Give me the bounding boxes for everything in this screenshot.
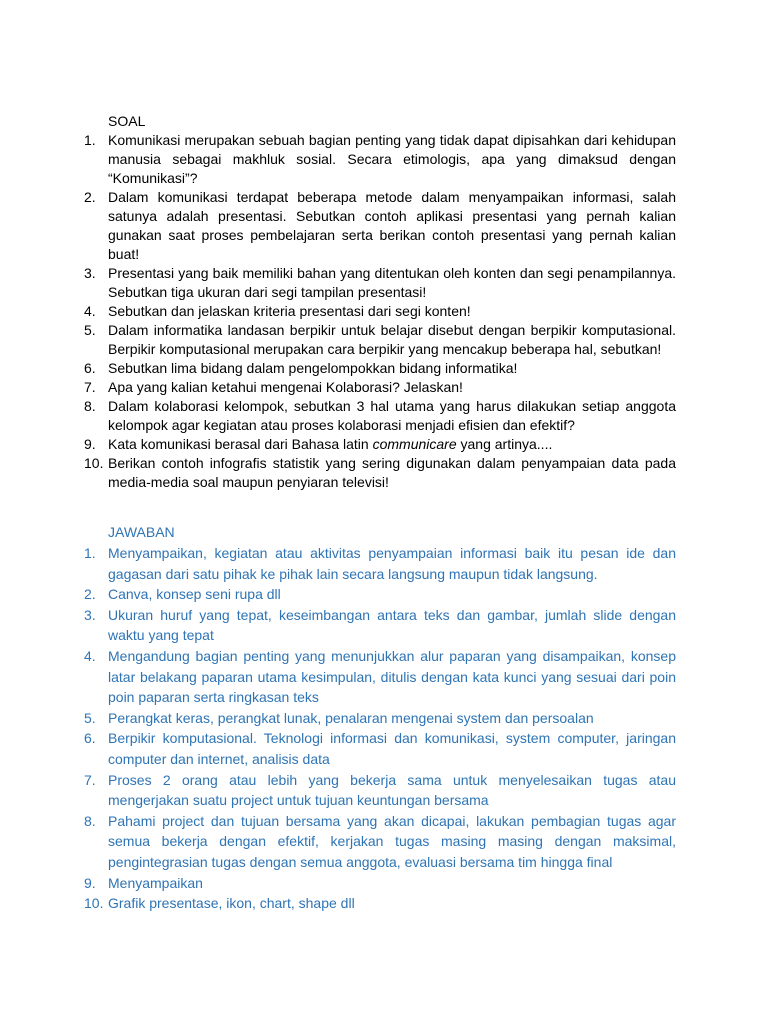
question-number: 2.	[84, 189, 96, 205]
questions-heading: SOAL	[108, 113, 146, 129]
answers-heading: JAWABAN	[108, 524, 175, 540]
question-number: 8.	[84, 398, 96, 414]
answer-text: Perangkat keras, perangkat lunak, penalaran mengenai system dan persoalan	[108, 709, 594, 726]
question-item	[84, 378, 676, 397]
question-text: Sebutkan lima bidang dalam pengelompokkan bidang informatika!	[108, 360, 518, 376]
question-item	[84, 359, 676, 378]
answer-text: Proses 2 orang atau lebih yang bekerja sama untuk menyelesaikan tugas atau mengerjakan suatu project untuk tujuan keuntungan bersama	[108, 771, 676, 809]
answer-text: Berpikir komputasional. Teknologi informasi dan komunikasi, system computer, jaringan computer dan internet, analisis data	[108, 730, 676, 767]
question-text: Dalam komunikasi terdapat beberapa metode dalam menyampaikan informasi, salah satunya adalah presentasi. Sebutkan contoh aplikasi presentasi yang pernah kalian gunakan saat proses pembelajaran serta berikan contoh presentasi yang pernah kalian buat!	[108, 189, 676, 262]
answer-number: 5.	[84, 709, 96, 726]
question-number: 6.	[84, 360, 96, 376]
question-item	[84, 188, 676, 264]
answer-number: 6.	[84, 730, 96, 747]
questions-list	[84, 131, 676, 492]
answer-number: 7.	[84, 771, 96, 788]
question-item	[84, 131, 676, 188]
question-number: 3.	[84, 265, 96, 281]
question-number: 1.	[84, 132, 96, 148]
question-item	[84, 321, 676, 359]
answer-number: 10.	[84, 895, 104, 912]
question-text: Berikan contoh infografis statistik yang sering digunakan dalam penyampaian data pada media-media soal maupun penyiaran televisi!	[108, 455, 676, 490]
answers-list	[84, 543, 676, 914]
question-number: 10.	[84, 455, 104, 471]
question-text: Komunikasi merupakan sebuah bagian penting yang tidak dapat dipisahkan dari kehidupan manusia sebagai makhluk sosial. Secara etimologis, apa yang dimaksud dengan “Komunikasi”?	[108, 132, 676, 186]
answer-item	[84, 873, 676, 894]
answer-number: 4.	[84, 647, 96, 664]
answer-text: Pahami project dan tujuan bersama yang akan dicapai, lakukan pembagian tugas agar semua bekerja dengan efektif, kerjakan tugas masing masing dengan maksimal, pengintegrasian tugas dengan semua anggota, evaluasi bersama tim hingga final	[108, 812, 676, 870]
answer-item	[84, 605, 676, 646]
answer-item	[84, 811, 676, 873]
question-text-italic: communicare	[372, 436, 457, 452]
question-text-after: yang artinya....	[456, 436, 553, 452]
answer-item	[84, 543, 676, 584]
questions-section	[84, 112, 676, 492]
answer-text: Grafik presentase, ikon, chart, shape dll	[108, 895, 355, 912]
question-item	[84, 435, 676, 454]
answer-number: 1.	[84, 545, 96, 561]
answers-section	[84, 522, 676, 914]
answer-text: Canva, konsep seni rupa dll	[108, 586, 281, 603]
answer-number: 9.	[84, 874, 96, 891]
question-number: 7.	[84, 379, 96, 395]
question-item	[84, 397, 676, 435]
answer-text: Ukuran huruf yang tepat, keseimbangan antara teks dan gambar, jumlah slide dengan waktu yang tepat	[108, 606, 676, 644]
answer-item	[84, 646, 676, 708]
answer-text: Menyampaikan	[108, 874, 203, 891]
answer-number: 2.	[84, 586, 96, 603]
question-text: Presentasi yang baik memiliki bahan yang ditentukan oleh konten dan segi penampilannya. Sebutkan tiga ukuran dari segi tampilan presentasi!	[108, 265, 676, 300]
answer-item	[84, 728, 676, 769]
question-text: Apa yang kalian ketahui mengenai Kolaborasi? Jelaskan!	[108, 379, 463, 395]
answer-text: Mengandung bagian penting yang menunjukkan alur paparan yang disampaikan, konsep latar belakang paparan utama kesimpulan, ditulis dengan kata kunci yang sesuai dari poin poin paparan serta ringkasan teks	[108, 647, 676, 706]
answer-item	[84, 584, 676, 605]
answer-text: Menyampaikan, kegiatan atau aktivitas penyampaian informasi baik itu pesan ide dan gagasan dari satu pihak ke pihak lain secara langsung maupun tidak langsung.	[108, 545, 676, 582]
question-number: 5.	[84, 322, 96, 338]
answer-item	[84, 770, 676, 811]
answer-item	[84, 893, 676, 914]
question-item	[84, 264, 676, 302]
answer-number: 3.	[84, 606, 96, 623]
question-text: Dalam kolaborasi kelompok, sebutkan 3 hal utama yang harus dilakukan setiap anggota kelompok agar kegiatan atau proses kolaborasi menjadi efisien dan efektif?	[108, 398, 676, 433]
document-page	[84, 112, 676, 914]
question-text-before: Kata komunikasi berasal dari Bahasa latin	[108, 436, 373, 452]
question-number: 4.	[84, 303, 96, 319]
answer-number: 8.	[84, 812, 96, 829]
answer-item	[84, 708, 676, 729]
question-number: 9.	[84, 436, 96, 452]
question-item	[84, 454, 676, 492]
question-item	[84, 302, 676, 321]
question-text: Dalam informatika landasan berpikir untuk belajar disebut dengan berpikir komputasional. Berpikir komputasional merupakan cara berpikir yang mencakup beberapa hal, sebutkan!	[108, 322, 676, 357]
question-text: Sebutkan dan jelaskan kriteria presentasi dari segi konten!	[108, 303, 471, 319]
